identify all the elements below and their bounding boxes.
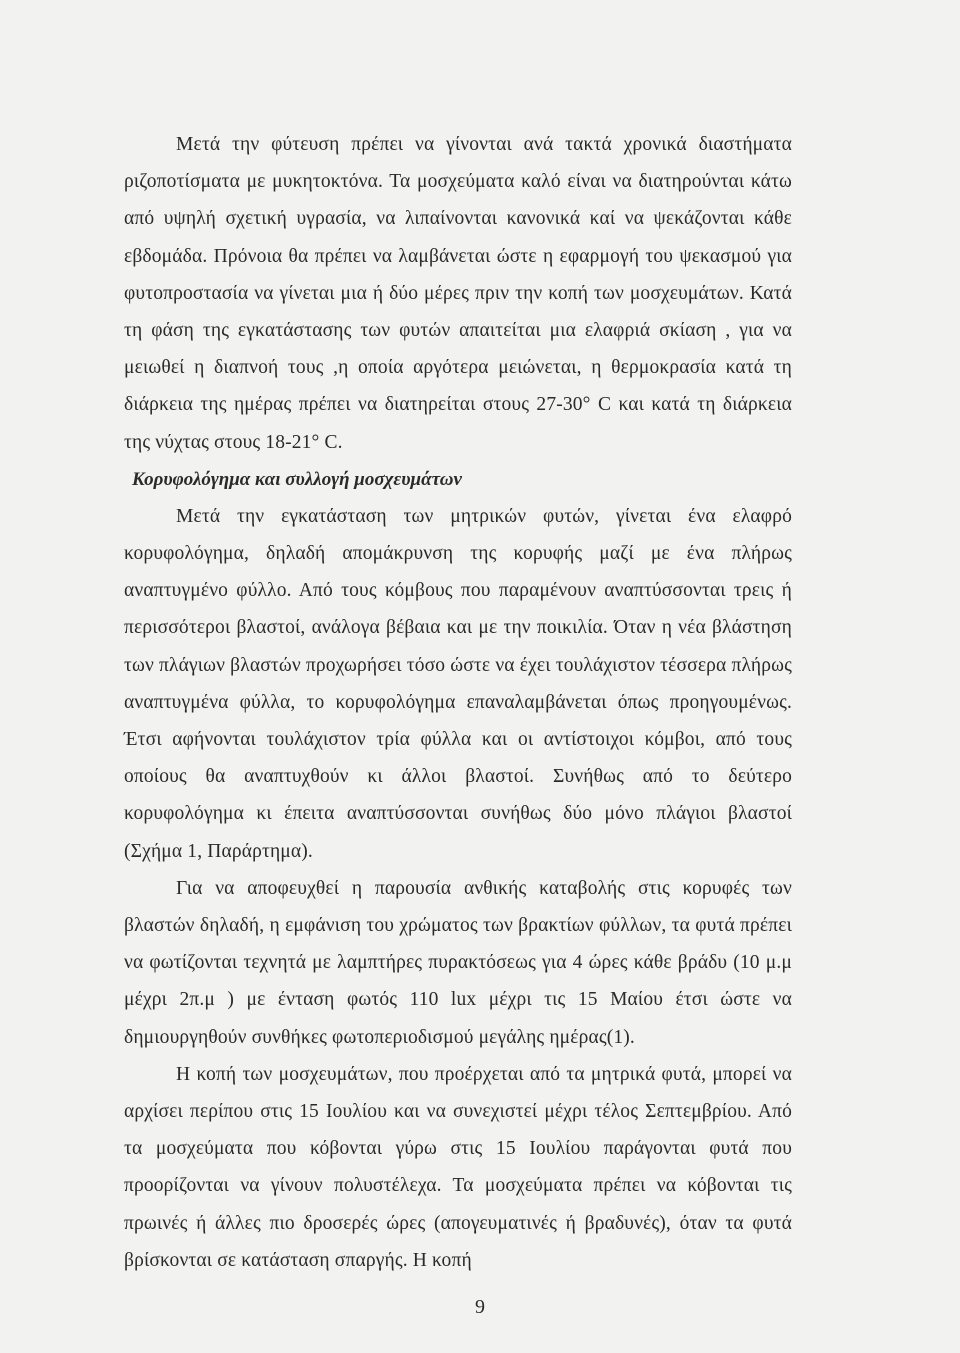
- section-heading: Κορυφολόγημα και συλλογή μοσχευμάτων: [132, 468, 462, 490]
- paragraph-lighting: Για να αποφευχθεί η παρουσία ανθικής καταβολής στις κορυφές των βλαστών δηλαδή, η εμφάνιση του χρώματος των βρακτίων φύλλων, τα φυτά πρέπει να φωτίζονται τεχνητά με λαμπτήρες πυρακτόσεως για 4 ώρες κάθε βράδυ (10 μ.μ μέχρι 2π.μ ) με ένταση φωτός 110 lux μέχρι τις 15 Μαίου έτσι ώστε να δημιουργηθούν συνθήκες φωτοπεριοδισμού μεγάλης ημέρας(1).: [124, 877, 792, 1048]
- page-number: 9: [475, 1296, 485, 1318]
- paragraph-topping: Μετά την εγκατάσταση των μητρικών φυτών, γίνεται ένα ελαφρό κορυφολόγημα, δηλαδή απομάκρυνση της κορυφής μαζί με ένα πλήρως αναπτυγμένο φύλλο. Από τους κόμβους που παραμένουν αναπτύσσονται τρεις ή περισσότεροι βλαστοί, ανάλογα βέβαια και με την ποικιλία. Όταν η νέα βλάστηση των πλάγιων βλαστών προχωρήσει τόσο ώστε να έχει τουλάχιστον τέσσερα πλήρως αναπτυγμένα φύλλα, το κορυφολόγημα επαναλαμβάνεται όπως προηγουμένως. Έτσι αφήνονται τουλάχιστον τρία φύλλα και οι αντίστοιχοι κόμβοι, από τους οποίους θα αναπτυχθούν κι άλλοι βλαστοί. Συνήθως από το δεύτερο κορυφολόγημα κι έπειτα αναπτύσσονται συνήθως δύο μόνο πλάγιοι βλαστοί (Σχήμα 1, Παράρτημα).: [124, 505, 792, 862]
- document-page: [124, 126, 792, 1279]
- paragraph-planting-care: Μετά την φύτευση πρέπει να γίνονται ανά τακτά χρονικά διαστήματα ριζοποτίσματα με μυκητοκτόνα. Τα μοσχεύματα καλό είναι να διατηρούνται κάτω από υψηλή σχετική υγρασία, να λιπαίνονται κανονικά καί να ψεκάζονται κάθε εβδομάδα. Πρόνοια θα πρέπει να λαμβάνεται ώστε η εφαρμογή του ψεκασμού για φυτοπροστασία να γίνεται μια ή δύο μέρες πριν την κοπή των μοσχευμάτων. Κατά τη φάση της εγκατάστασης των φυτών απαιτείται μια ελαφριά σκίαση , για να μειωθεί η διαπνοή τους ,η οποία αργότερα μειώνεται, η θερμοκρασία κατά τη διάρκεια της ημέρας πρέπει να διατηρείται στους 27-30° C και κατά τη διάρκεια της νύχτας στους 18-21° C.: [124, 134, 792, 453]
- paragraph-cutting: Η κοπή των μοσχευμάτων, που προέρχεται από τα μητρικά φυτά, μπορεί να αρχίσει περίπου στις 15 Ιουλίου και να συνεχιστεί μέχρι τέλος Σεπτεμβρίου. Από τα μοσχεύματα που κόβονται γύρω στις 15 Ιουλίου παράγονται φυτά που προορίζονται να γίνουν πολυστέλεχα. Τα μοσχεύματα πρέπει να κόβονται τις πρωινές ή άλλες πιο δροσερές ώρες (απογευματινές ή βραδυνές), όταν τα φυτά βρίσκονται σε κατάσταση σπαργής. Η κοπή: [124, 1063, 792, 1271]
